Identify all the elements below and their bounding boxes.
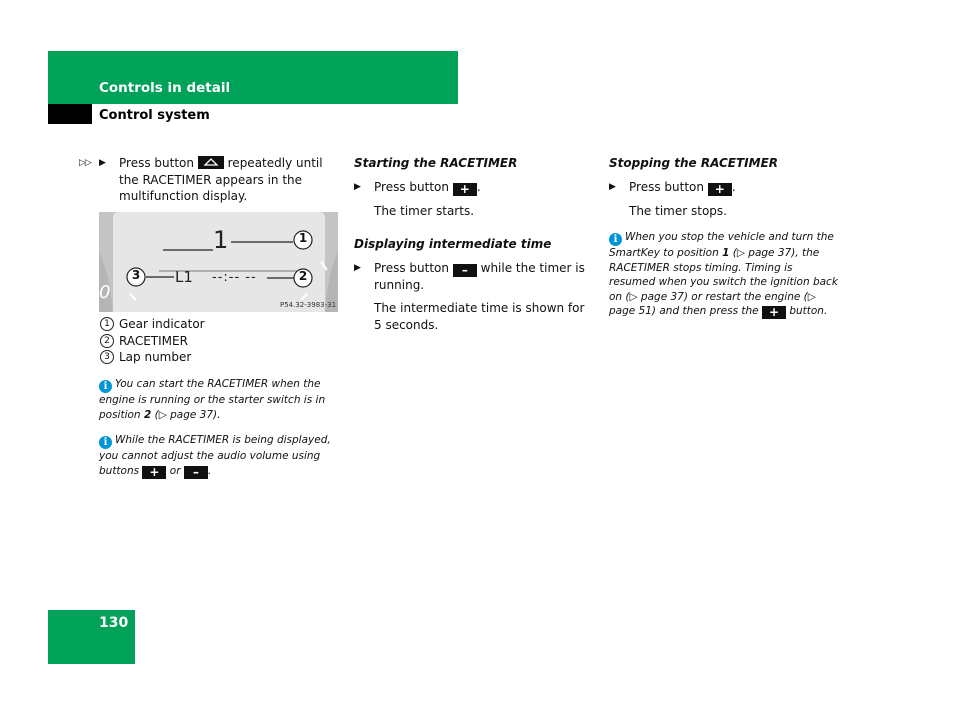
header-bar [48, 51, 458, 104]
callout-3: 3 [131, 268, 141, 282]
plus-button-icon: + [453, 183, 477, 196]
legend-item-3: 3 Lap number [99, 349, 339, 366]
step-start: ▶ Press button + . [354, 179, 481, 196]
step-stop: ▶ Press button + . [609, 179, 736, 196]
lap-number-value: L1 [175, 268, 193, 286]
callout-2: 2 [298, 269, 308, 283]
heading-starting: Starting the RACETIMER [354, 156, 518, 170]
vehicle-settings-button-icon [198, 156, 224, 169]
gauge-digit: 0 [99, 282, 111, 303]
plus-button-icon: + [762, 306, 786, 319]
page-number: 130 [99, 615, 129, 631]
note-resume-timing: i When you stop the vehicle and turn the SmartKey to position 1 (▷ page 37), the RACETIMER stops timing. Timing is resumed when you switch the ignition back on (▷ page 37) or restart the engine (▷ page 51) and then press the + button. [609, 231, 838, 319]
multifunction-display-figure [99, 212, 338, 312]
note-audio-volume: i While the RACETIMER is being displayed, you cannot adjust the audio volume using buttons + or – . [99, 434, 331, 479]
info-icon: i [609, 233, 622, 246]
info-icon: i [99, 380, 112, 393]
gear-indicator-value: 1 [213, 226, 229, 254]
racetimer-value: --:-- -- [212, 270, 257, 285]
step-arrow-icon: ▶ [354, 181, 361, 192]
section-title: Controls in detail [99, 80, 231, 96]
column-2 [354, 155, 590, 333]
heading-stopping: Stopping the RACETIMER [609, 156, 779, 170]
minus-button-icon: – [453, 264, 477, 277]
plus-button-icon: + [142, 466, 166, 479]
subsection-tab [48, 104, 92, 124]
result-start: The timer starts. [374, 203, 475, 218]
step-intermediate: ▶ Press button – while the timer is running. [354, 260, 585, 292]
continuation-mark: ▷▷ [79, 158, 91, 168]
plus-button-icon: + [708, 183, 732, 196]
minus-button-icon: – [184, 466, 208, 479]
legend [99, 316, 339, 366]
step-arrow-icon: ▶ [609, 181, 616, 192]
step-arrow-icon: ▶ [99, 158, 106, 168]
callout-1: 1 [298, 231, 308, 245]
step-open-racetimer: ▷▷ ▶ Press button repeatedly until the RACETIMER appears in the multifunction display. [79, 156, 323, 203]
column-3 [609, 155, 845, 219]
info-icon: i [99, 436, 112, 449]
figure-ref: P54.32-3983-31 [280, 301, 337, 309]
subsection-title: Control system [99, 108, 210, 123]
step-arrow-icon: ▶ [354, 262, 361, 273]
note-start-condition: i You can start the RACETIMER when the engine is running or the starter switch is in position 2 (▷ page 37). [99, 378, 326, 421]
heading-intermediate: Displaying intermediate time [354, 237, 552, 251]
result-stop: The timer stops. [629, 203, 727, 218]
column-1 [79, 155, 339, 205]
legend-item-1: 1 Gear indicator [99, 316, 339, 333]
result-intermediate: The intermediate time is shown for 5 seconds. [374, 301, 585, 332]
legend-item-2: 2 RACETIMER [99, 333, 339, 350]
